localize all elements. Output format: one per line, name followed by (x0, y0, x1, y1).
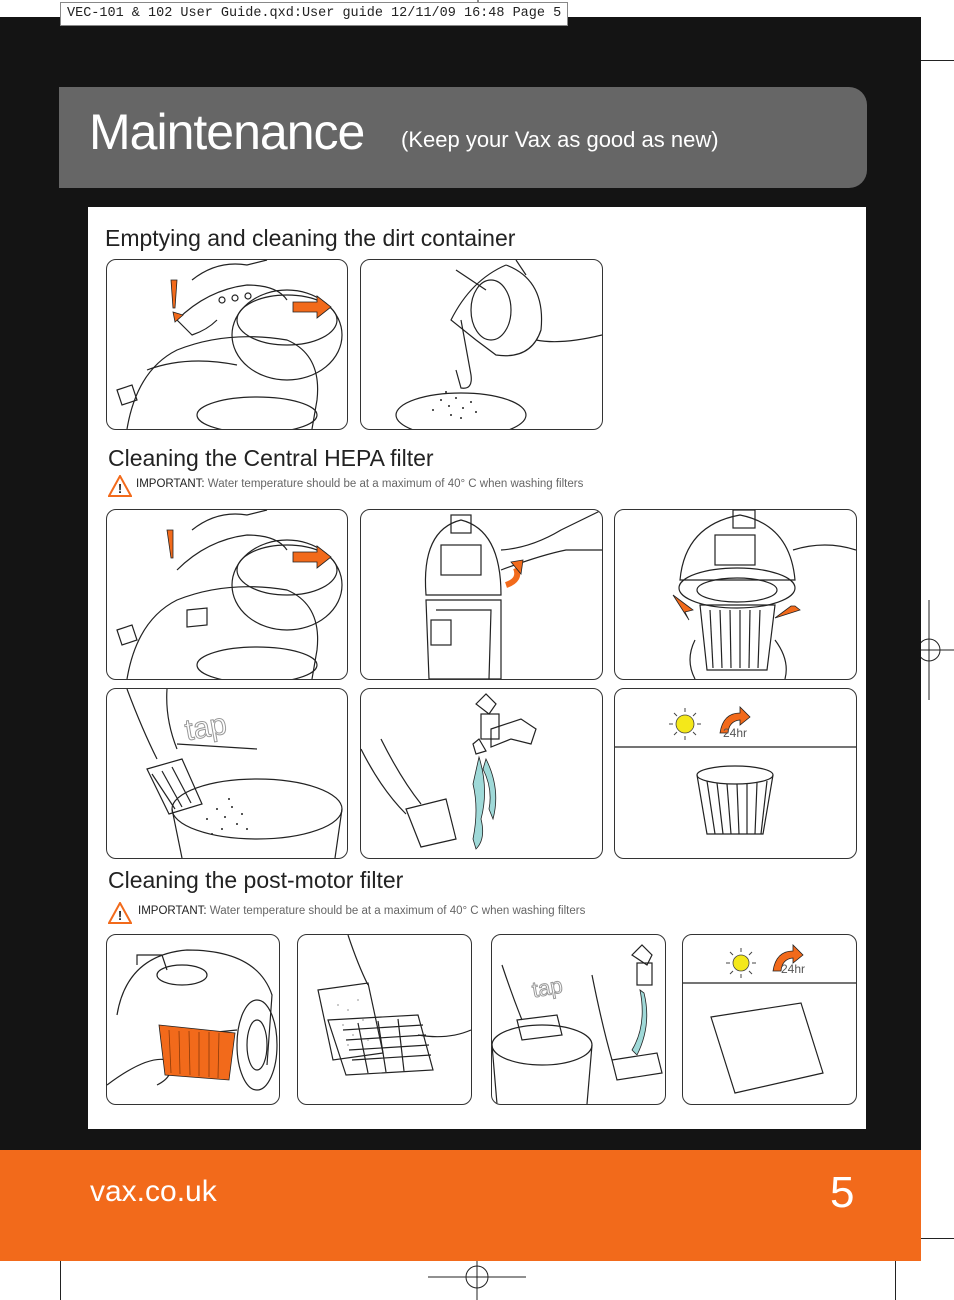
important-note-post-motor (138, 905, 585, 917)
page-subtitle: (Keep your Vax as good as new) (401, 127, 719, 152)
important-text: Water temperature should be at a maximum of 40° C when washing filters (207, 478, 584, 490)
dry-time-label: 24hr (723, 726, 748, 740)
illustration-post-motor-remove (106, 934, 280, 1105)
illustration-hepa-pull-filter (614, 509, 857, 680)
illustration-post-motor-filter-out (297, 934, 472, 1105)
warning-triangle-icon (108, 475, 132, 497)
sun-icon (669, 708, 701, 740)
important-label: IMPORTANT: (136, 478, 205, 490)
tap-label: tap (182, 707, 230, 748)
illustration-hepa-tap-dirt (106, 688, 348, 859)
sun-icon (726, 948, 756, 978)
important-text: Water temperature should be at a maximum of 40° C when washing filters (209, 905, 586, 917)
important-note-hepa (136, 478, 583, 490)
dry-time-label: 24hr (781, 962, 806, 976)
section-heading-post-motor-filter: Cleaning the post-motor filter (108, 867, 404, 893)
important-label: IMPORTANT: (138, 905, 207, 917)
illustration-post-motor-wash (491, 934, 666, 1105)
illustration-hepa-rinse (360, 688, 603, 859)
svg-text:!: ! (117, 481, 123, 496)
illustration-empty-container (360, 259, 603, 430)
website-link[interactable]: vax.co.uk (90, 1175, 217, 1208)
illustration-remove-container (106, 259, 348, 430)
illustration-post-motor-dry (682, 934, 857, 1105)
svg-text:!: ! (117, 908, 123, 923)
warning-triangle-icon (108, 902, 132, 924)
tap-label: tap (529, 972, 565, 1003)
page-title: Maintenance (89, 104, 365, 160)
section-heading-hepa-filter: Cleaning the Central HEPA filter (108, 445, 434, 471)
print-slug: VEC-101 & 102 User Guide.qxd:User guide 12/11/09 16:48 Page 5 (60, 2, 568, 26)
page-number: 5 (830, 1168, 855, 1217)
illustration-hepa-dry (614, 688, 857, 859)
illustration-hepa-open (106, 509, 348, 680)
illustration-hepa-remove-cyclone (360, 509, 603, 680)
section-heading-dirt-container: Emptying and cleaning the dirt container (105, 225, 516, 251)
